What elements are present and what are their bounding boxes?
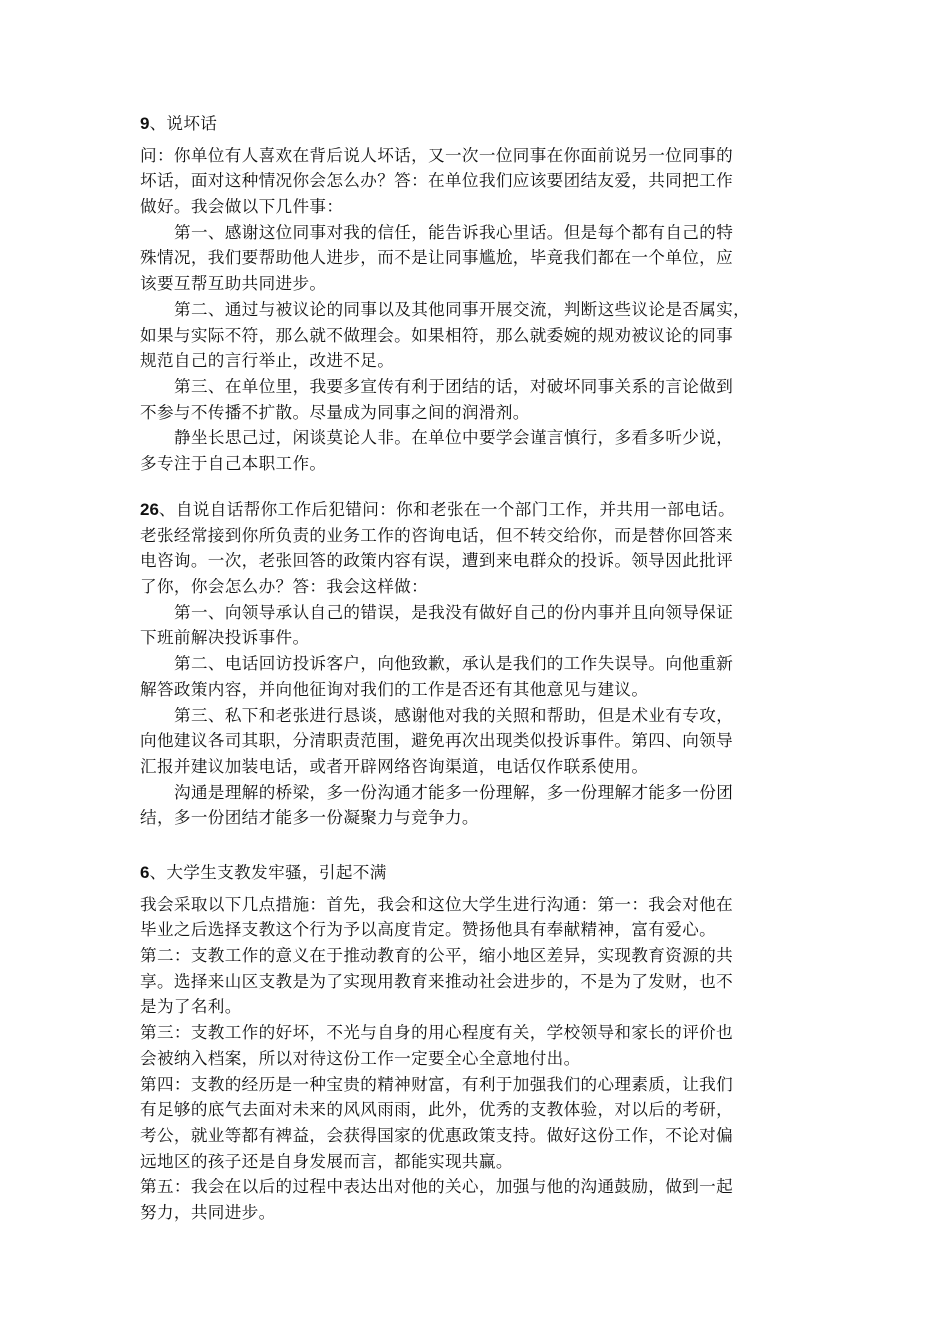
paragraph-line: 多专注于自己本职工作。 [140,453,327,473]
paragraph-line: 汇报并建议加装电话，或者开辟网络咨询渠道，电话仅作联系使用。 [140,756,649,776]
paragraph-line: 第四：支教的经历是一种宝贵的精神财富，有利于加强我们的心理素质，让我们 [140,1074,734,1094]
section-26 [140,497,820,831]
section-title: 、大学生支教发牢骚，引起不满 [149,863,387,882]
paragraph-line: 第一、感谢这位同事对我的信任，能告诉我心里话。但是每个都有自己的特 [174,222,734,242]
section-number: 26 [140,500,159,519]
section-number: 6 [140,863,150,882]
paragraph-line: 规范自己的言行举止，改进不足。 [140,351,395,371]
paragraph-line: 结，多一份团结才能多一份凝聚力与竞争力。 [140,808,479,828]
paragraph-line: 第五：我会在以后的过程中表达出对他的关心，加强与他的沟通鼓励，做到一起 [140,1177,734,1197]
section-6 [140,860,820,1226]
paragraph-line: 第二：支教工作的意义在于推动教育的公平，缩小地区差异，实现教育资源的共 [140,946,734,966]
paragraph-line: 静坐长思己过，闲谈莫论人非。在单位中要学会谨言慎行，多看多听少说， [174,428,734,448]
paragraph-line: 第一、向领导承认自己的错误，是我没有做好自己的份内事并且向领导保证 [174,602,734,622]
paragraph-line: 沟通是理解的桥梁，多一份沟通才能多一份理解，多一份理解才能多一份团 [174,782,734,802]
paragraph-line: 殊情况，我们要帮助他人进步，而不是让同事尴尬，毕竟我们都在一个单位，应 [140,248,734,268]
paragraph-line: 如果与实际不符，那么就不做理会。如果相符，那么就委婉的规劝被议论的同事 [140,325,734,345]
section-number: 9 [140,114,150,133]
section-heading [140,497,820,523]
paragraph-line: 远地区的孩子还是自身发展而言，都能实现共赢。 [140,1151,513,1171]
paragraph-line: 有足够的底气去面对未来的风风雨雨，此外，优秀的支教体验，对以后的考研， [140,1100,734,1120]
paragraph-line: 第二、通过与被议论的同事以及其他同事开展交流，判断这些议论是否属实， [174,299,751,319]
paragraph-line: 问：你单位有人喜欢在背后说人坏话，又一次一位同事在你面前说另一位同事的 [140,145,734,165]
paragraph-line: 不参与不传播不扩散。尽量成为同事之间的润滑剂。 [140,402,530,422]
paragraph-line: 解答政策内容，并向他征询对我们的工作是否还有其他意见与建议。 [140,679,649,699]
paragraph-line: 毕业之后选择支教这个行为予以高度肯定。赞扬他具有奉献精神，富有爱心。 [140,920,717,940]
paragraph-line: 第三：支教工作的好坏，不光与自身的用心程度有关，学校领导和家长的评价也 [140,1023,734,1043]
paragraph-line: 坏话，面对这种情况你会怎么办？答：在单位我们应该要团结友爱，共同把工作 [140,171,734,191]
paragraph-line: 第二、电话回访投诉客户，向他致歉，承认是我们的工作失误导。向他重新 [174,654,734,674]
section-9 [140,111,820,477]
section-title: 、自说自话帮你工作后犯错问：你和老张在一个部门工作，并共用一部电话。 [158,500,736,519]
paragraph-line: 考公，就业等都有裨益，会获得国家的优惠政策支持。做好这份工作，不论对偏 [140,1125,734,1145]
section-title: 、说坏话 [149,114,218,133]
paragraph-line: 会被纳入档案，所以对待这份工作一定要全心全意地付出。 [140,1048,581,1068]
paragraph-line: 我会采取以下几点措施：首先，我会和这位大学生进行沟通：第一：我会对他在 [140,894,734,914]
paragraph-line: 电咨询。一次，老张回答的政策内容有误，遭到来电群众的投诉。领导因此批评 [140,551,734,571]
paragraph-line: 向他建议各司其职，分清职责范围，避免再次出现类似投诉事件。第四、向领导 [140,731,734,751]
paragraph-line: 做好。我会做以下几件事： [140,197,344,217]
paragraph-line: 该要互帮互助共同进步。 [140,274,327,294]
paragraph-line: 了你，你会怎么办？答：我会这样做： [140,577,429,597]
paragraph-line: 第三、私下和老张进行恳谈，感谢他对我的关照和帮助，但是术业有专攻， [174,705,734,725]
section-heading [140,111,820,137]
paragraph-line: 享。选择来山区支教是为了实现用教育来推动社会进步的，不是为了发财，也不 [140,971,734,991]
section-heading [140,860,820,886]
paragraph-line: 是为了名利。 [140,997,242,1017]
paragraph-line: 第三、在单位里，我要多宣传有利于团结的话，对破坏同事关系的言论做到 [174,376,734,396]
paragraph-line: 下班前解决投诉事件。 [140,628,310,648]
paragraph-line: 老张经常接到你所负责的业务工作的咨询电话，但不转交给你，而是替你回答来 [140,525,734,545]
paragraph-line: 努力，共同进步。 [140,1202,276,1222]
